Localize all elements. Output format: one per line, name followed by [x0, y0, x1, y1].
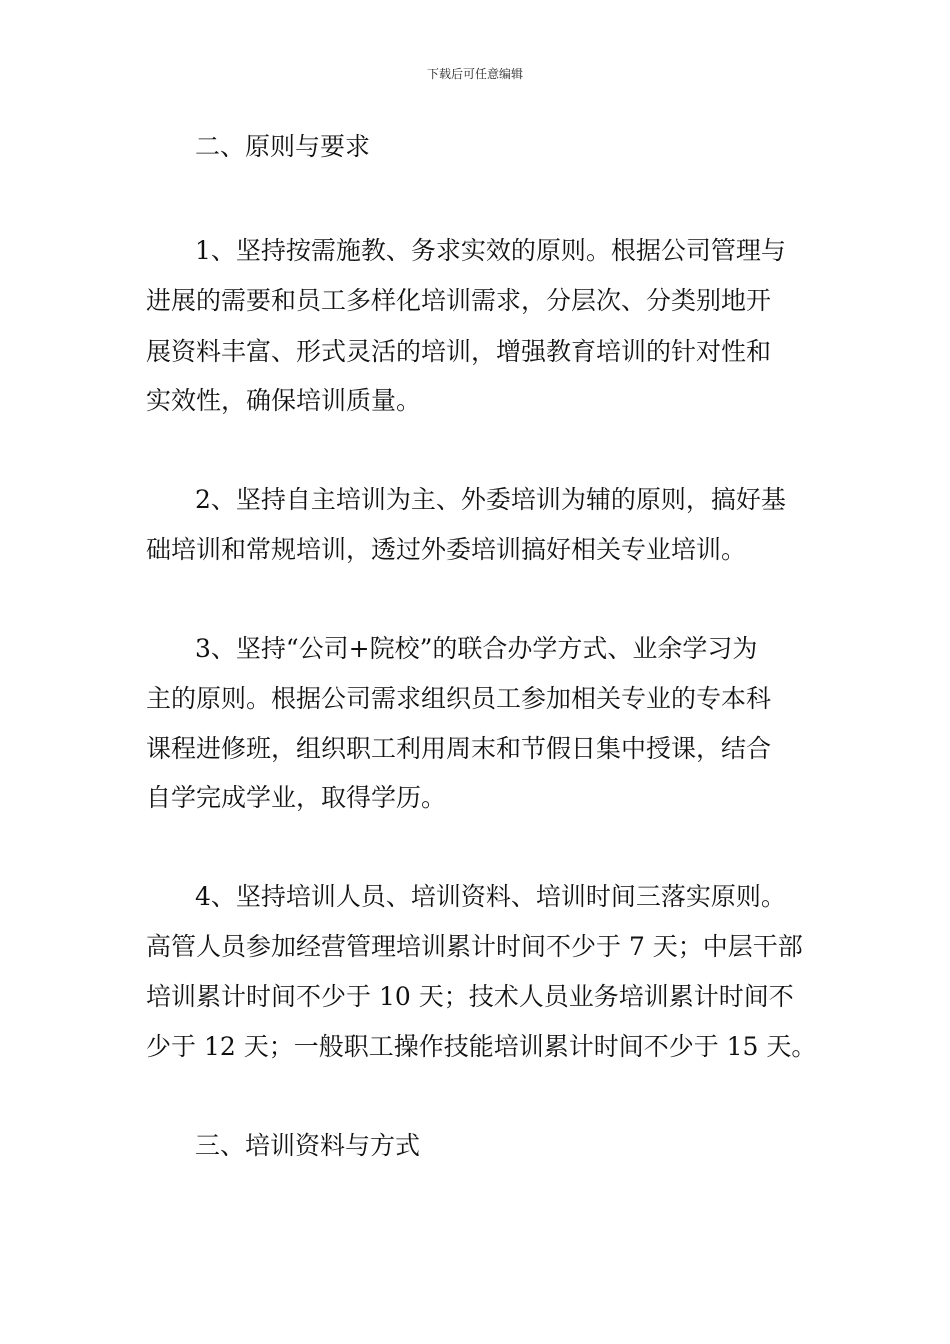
section-3-heading: 三、培训资料与方式: [195, 1131, 421, 1160]
item-1-line-2: 进展的需要和员工多样化培训需求，分层次、分类别地开: [146, 286, 772, 315]
section-2-heading: 二、原则与要求: [195, 132, 371, 161]
item-4-line-4: 少于 12 天；一般职工操作技能培训累计时间不少于 15 天。: [146, 1032, 817, 1061]
item-2-line-2: 础培训和常规培训，透过外委培训搞好相关专业培训。: [146, 535, 747, 564]
item-1-line-3: 展资料丰富、形式灵活的培训，增强教育培训的针对性和: [146, 337, 772, 366]
item-3-line-2: 主的原则。根据公司需求组织员工参加相关专业的专本科: [146, 684, 772, 713]
item-3-line-4: 自学完成学业，取得学历。: [146, 783, 447, 812]
item-3-line-1: 3、坚持“公司+院校”的联合办学方式、业余学习为: [195, 634, 758, 663]
item-4-line-3: 培训累计时间不少于 10 天；技术人员业务培训累计时间不: [146, 982, 794, 1011]
page-header-note: 下载后可任意编辑: [426, 67, 523, 81]
item-4-line-2: 高管人员参加经营管理培训累计时间不少于 7 天；中层干部: [146, 932, 803, 961]
item-4-line-1: 4、坚持培训人员、培训资料、培训时间三落实原则。: [195, 882, 786, 911]
item-1-line-1: 1、坚持按需施教、务求实效的原则。根据公司管理与: [195, 236, 786, 265]
item-1-line-4: 实效性，确保培训质量。: [146, 386, 422, 415]
item-3-line-3: 课程进修班，组织职工利用周末和节假日集中授课，结合: [146, 734, 772, 763]
item-2-line-1: 2、坚持自主培训为主、外委培训为辅的原则，搞好基: [195, 485, 786, 514]
